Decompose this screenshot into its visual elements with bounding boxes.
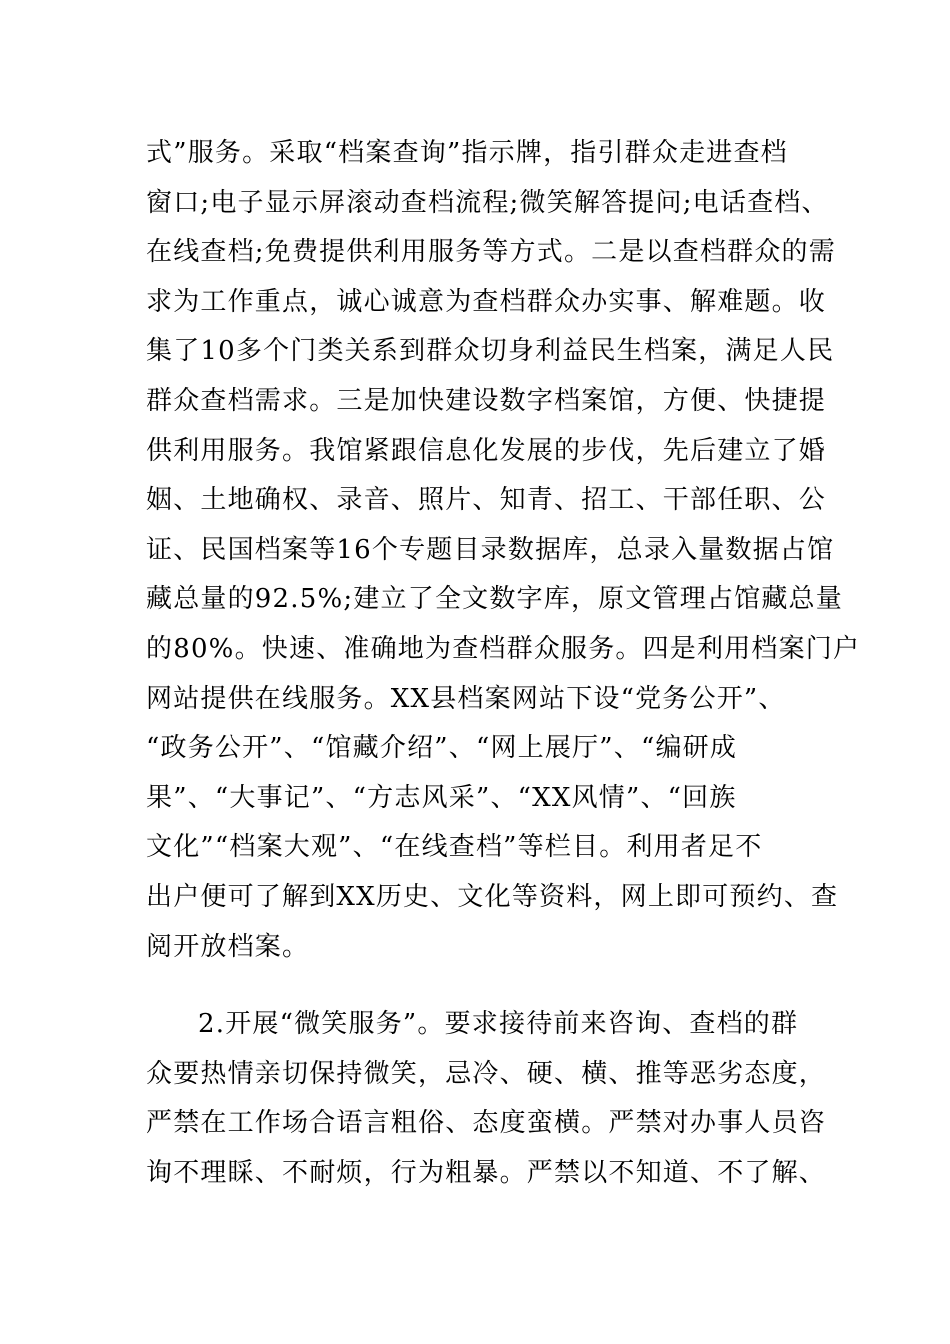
text-line: 集了10多个门类关系到群众切身利益民生档案，满足人民 — [146, 336, 835, 367]
text-line: 网站提供在线服务。XX县档案网站下设“党务公开”、 — [146, 683, 786, 714]
text-line: 藏总量的92.5%;建立了全文数字库，原文管理占馆藏总量 — [146, 584, 843, 615]
text-line: “政务公开”、“馆藏介绍”、“网上展厅”、“编研成 — [146, 733, 738, 764]
paragraph-spacing — [146, 972, 806, 1000]
text-line: 的80%。快速、准确地为查档群众服务。四是利用档案门户 — [146, 633, 861, 664]
text-line: 严禁在工作场合语言粗俗、态度蛮横。严禁对办事人员咨 — [146, 1108, 827, 1139]
text-line: 询不理睬、不耐烦，行为粗暴。严禁以不知道、不了解、 — [146, 1157, 827, 1188]
text-line: 文化”“档案大观”、“在线查档”等栏目。利用者足不 — [146, 832, 763, 863]
text-line: 众要热情亲切保持微笑，忌冷、硬、横、推等恶劣态度， — [146, 1058, 827, 1089]
text-line: 出户便可了解到XX历史、文化等资料，网上即可预约、查 — [146, 881, 839, 912]
text-line: 证、民国档案等16个专题目录数据库，总录入量数据占馆 — [146, 534, 835, 565]
text-line: 群众查档需求。三是加快建设数字档案馆，方便、快捷提 — [146, 385, 827, 416]
text-line: 阅开放档案。 — [146, 931, 310, 962]
text-line: 在线查档;免费提供利用服务等方式。二是以查档群众的需 — [146, 237, 836, 268]
text-line: 求为工作重点，诚心诚意为查档群众办实事、解难题。收 — [146, 286, 827, 317]
text-line: 2.开展“微笑服务”。要求接待前来咨询、查档的群 — [198, 1009, 799, 1040]
document-body — [146, 129, 861, 1198]
text-line: 式”服务。采取“档案查询”指示牌，指引群众走进查档 — [146, 138, 788, 168]
text-line: 姻、土地确权、录音、照片、知青、招工、干部任职、公 — [146, 485, 827, 516]
text-line: 窗口;电子显示屏滚动查档流程;微笑解答提问;电话查档、 — [146, 187, 829, 218]
text-line: 供利用服务。我馆紧跟信息化发展的步伐，先后建立了婚 — [146, 435, 827, 466]
text-line: 果”、“大事记”、“方志风采”、“XX风情”、“回族 — [146, 782, 737, 813]
